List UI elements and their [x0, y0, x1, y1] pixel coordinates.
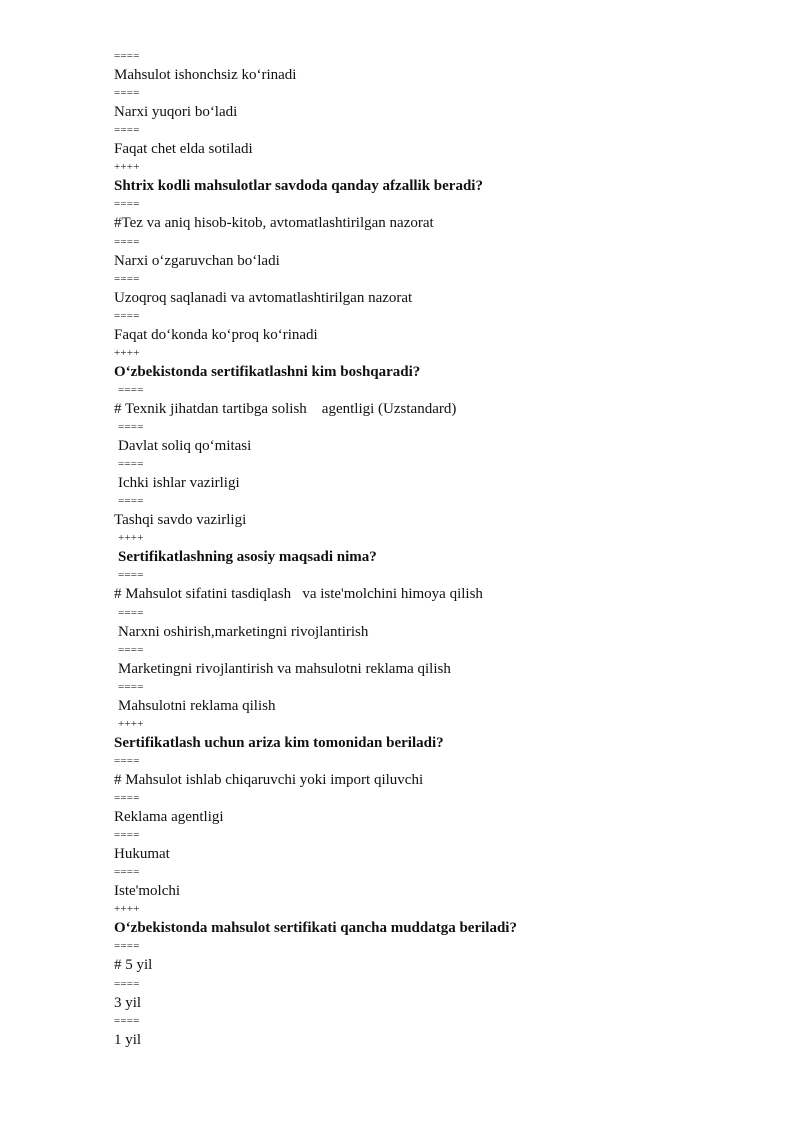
question-heading: Oʻzbekistonda sertifikatlashni kim boshqaradi? [114, 363, 421, 380]
separator-equals: ==== [114, 309, 140, 322]
answer-option: Faqat chet elda sotiladi [114, 141, 253, 158]
answer-option: Marketingni rivojlantirish va mahsulotni reklama qilish [118, 660, 451, 677]
separator-equals: ==== [114, 940, 140, 953]
separator-plus: ++++ [114, 346, 140, 359]
answer-option: Reklama agentligi [114, 809, 224, 825]
answer-option: Narxi yuqori boʻladi [114, 104, 238, 121]
correct-answer-option: # 5 yil [114, 957, 153, 974]
separator-equals: ==== [114, 50, 140, 62]
separator-equals: ==== [114, 198, 140, 211]
separator-equals: ==== [118, 680, 144, 693]
answer-option: Narxni oshirish,marketingni rivojlantirish [118, 623, 369, 640]
correct-answer-option: # Mahsulot sifatini tasdiqlash va iste'molchini himoya qilish [114, 586, 483, 603]
correct-answer-option: # Texnik jihatdan tartibga solish agentligi (Uzstandard) [114, 400, 457, 417]
answer-option: Davlat soliq qoʻmitasi [118, 438, 252, 454]
answer-option: Hukumat [114, 846, 170, 863]
answer-option: Iste'molchi [114, 883, 181, 900]
answer-option: Uzoqroq saqlanadi va avtomatlashtirilgan nazorat [114, 289, 413, 306]
separator-equals: ==== [114, 124, 140, 137]
correct-answer-option: # Mahsulot ishlab chiqaruvchi yoki import qiluvchi [114, 771, 424, 788]
answer-option: Tashqi savdo vazirligi [114, 512, 247, 529]
separator-equals: ==== [114, 272, 140, 285]
correct-answer-option: #Tez va aniq hisob-kitob, avtomatlashtirilgan nazorat [114, 215, 434, 232]
question-heading: Sertifikatlash uchun ariza kim tomonidan beriladi? [114, 734, 444, 751]
separator-equals: ==== [114, 977, 140, 990]
separator-equals: ==== [114, 1014, 140, 1027]
answer-option: Mahsulot ishonchsiz koʻrinadi [114, 67, 297, 83]
question-heading: Sertifikatlashning asosiy maqsadi nima? [118, 549, 377, 566]
answer-option: Ichki ishlar vazirligi [118, 475, 240, 492]
separator-equals: ==== [118, 495, 144, 508]
answer-option: Narxi oʻzgaruvchan boʻladi [114, 252, 280, 269]
separator-equals: ==== [118, 458, 144, 471]
answer-option: 3 yil [114, 994, 142, 1011]
separator-plus: ++++ [118, 532, 144, 545]
separator-equals: ==== [118, 383, 144, 396]
answer-option: Mahsulotni reklama qilish [118, 697, 276, 714]
separator-equals: ==== [118, 643, 144, 656]
answer-option: 1 yil [114, 1031, 142, 1048]
separator-equals: ==== [118, 606, 144, 619]
separator-plus: ++++ [114, 161, 140, 174]
separator-equals: ==== [114, 235, 140, 248]
separator-equals: ==== [118, 421, 144, 433]
separator-equals: ==== [114, 87, 140, 100]
question-heading: Shtrix kodli mahsulotlar savdoda qanday afzallik beradi? [114, 178, 483, 195]
separator-equals: ==== [114, 792, 140, 804]
answer-option: Faqat doʻkonda koʻproq koʻrinadi [114, 326, 318, 343]
separator-equals: ==== [114, 866, 140, 879]
separator-plus: ++++ [114, 903, 140, 916]
question-heading: Oʻzbekistonda mahsulot sertifikati qancha muddatga beriladi? [114, 920, 517, 937]
separator-equals: ==== [114, 829, 140, 842]
separator-equals: ==== [118, 569, 144, 582]
separator-plus: ++++ [118, 717, 144, 730]
separator-equals: ==== [114, 754, 140, 767]
